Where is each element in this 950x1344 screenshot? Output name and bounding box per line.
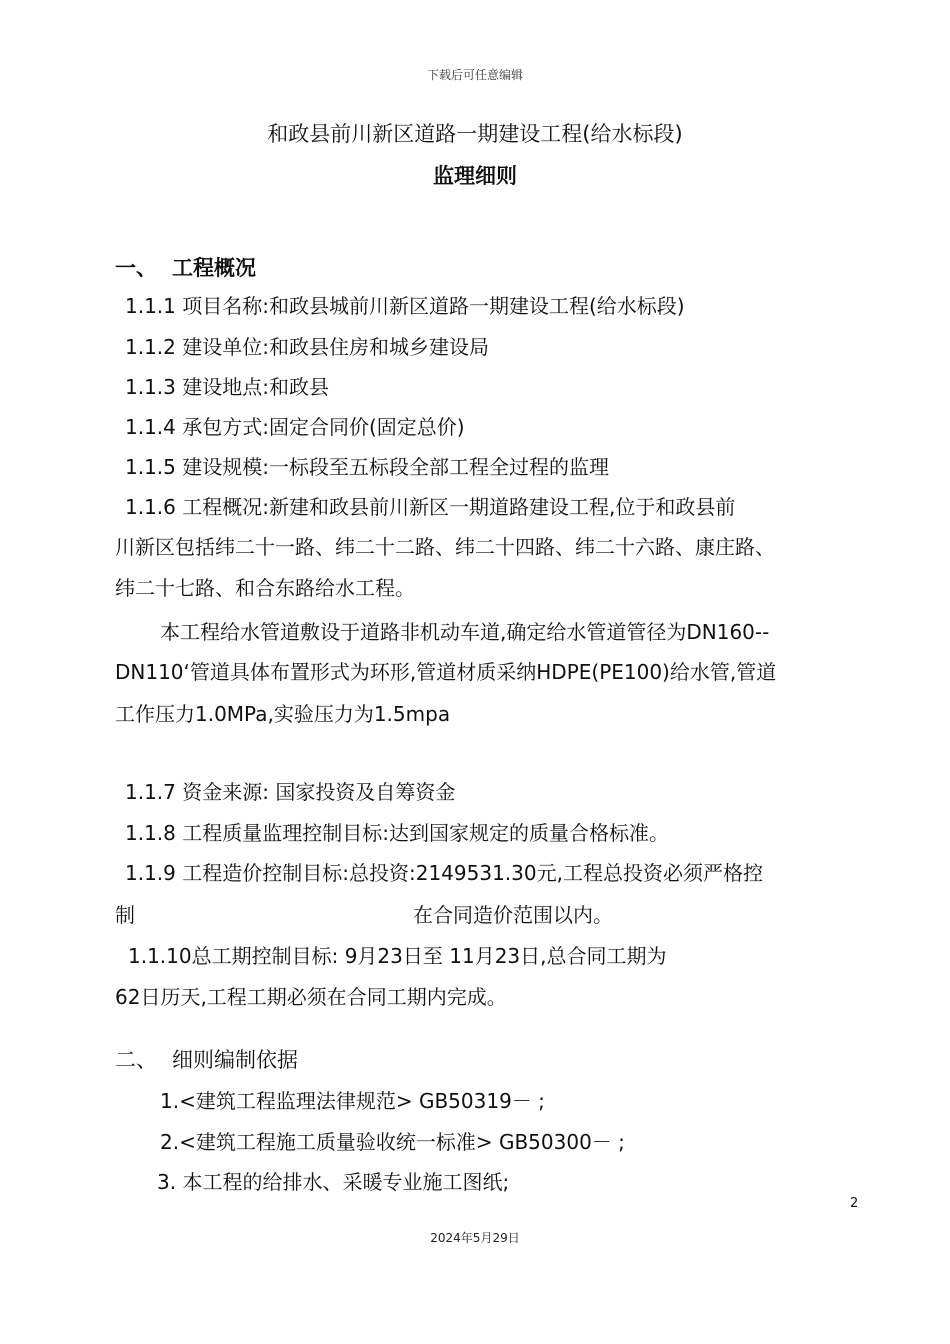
footer-date: 2024年5月29日 — [430, 1231, 520, 1245]
item-1-1-2: 1.1.2 建设单位:和政县住房和城乡建设局 — [125, 335, 489, 359]
item-1-1-4: 1.1.4 承包方式:固定合同价(固定总价) — [125, 415, 465, 439]
document-subtitle: 监理细则 — [433, 164, 517, 188]
section1-number: 一、 — [115, 256, 157, 280]
item-1-1-3: 1.1.3 建设地点:和政县 — [125, 375, 329, 399]
basis-item: 3. 本工程的给排水、采暖专业施工图纸; — [157, 1170, 510, 1194]
basis-item: 2.<建筑工程施工质量验收统一标准> GB50300－ ; — [160, 1130, 625, 1154]
item-1-1-6-line3: 纬二十七路、和合东路给水工程。 — [115, 576, 415, 600]
section1-title: 工程概况 — [172, 256, 256, 280]
item-1-1-5: 1.1.5 建设规模:一标段至五标段全部工程全过程的监理 — [125, 455, 609, 479]
page-header: 下载后可任意编辑 — [426, 68, 523, 82]
basis-item: 1.<建筑工程监理法律规范> GB50319－ ; — [160, 1089, 545, 1113]
item-1-1-9-line2a: 制 — [115, 903, 135, 927]
item-1-1-7: 1.1.7 资金来源: 国家投资及自筹资金 — [125, 780, 456, 804]
item-1-1-10-line1: 1.1.10总工期控制目标: 9月23日至 11月23日,总合同工期为 — [128, 944, 667, 968]
item-1-1-6-line1: 1.1.6 工程概况:新建和政县前川新区一期道路建设工程,位于和政县前 — [125, 495, 736, 519]
item-1-1-6-line2: 川新区包括纬二十一路、纬二十二路、纬二十四路、纬二十六路、康庄路、 — [115, 535, 775, 559]
item-1-1-9-line2b: 在合同造价范围以内。 — [413, 903, 613, 927]
page-number: 2 — [850, 1196, 859, 1211]
paragraph-line3: 工作压力1.0MPa,实验压力为1.5mpa — [115, 702, 451, 726]
section2-title: 细则编制依据 — [172, 1048, 298, 1072]
item-1-1-10-line2: 62日历天,工程工期必须在合同工期内完成。 — [115, 985, 507, 1009]
section2-number: 二、 — [115, 1048, 157, 1072]
paragraph-line1: 本工程给水管道敷设于道路非机动车道,确定给水管道管径为DN160-- — [160, 620, 770, 644]
item-1-1-8: 1.1.8 工程质量监理控制目标:达到国家规定的质量合格标准。 — [125, 821, 669, 845]
document-title: 和政县前川新区道路一期建设工程(给水标段) — [267, 122, 683, 146]
item-1-1-1: 1.1.1 项目名称:和政县城前川新区道路一期建设工程(给水标段) — [125, 294, 685, 318]
item-1-1-9-line1: 1.1.9 工程造价控制目标:总投资:2149531.30元,工程总投资必须严格控 — [125, 861, 763, 885]
paragraph-line2: DN110‘管道具体布置形式为环形,管道材质采纳HDPE(PE100)给水管,管道 — [115, 660, 777, 684]
